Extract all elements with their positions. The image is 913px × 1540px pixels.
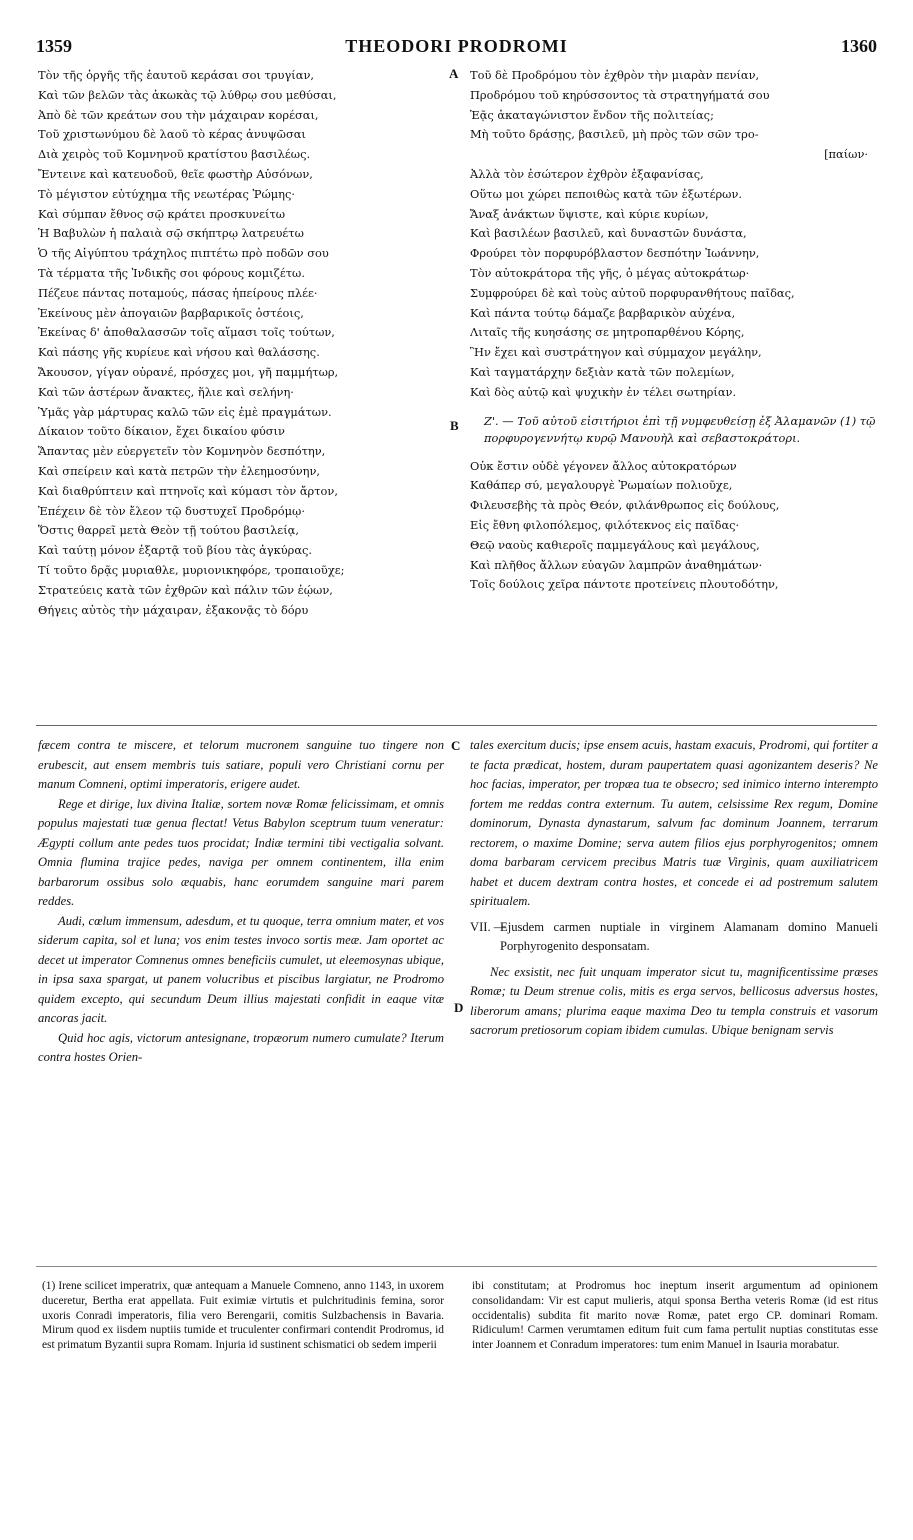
greek-line: Τοῖς δούλοις χεῖρα πάντοτε προτείνεις πλουτοδότην,: [470, 577, 779, 592]
margin-marker-b: B: [450, 418, 459, 433]
greek-line: Καὶ πάσης γῆς κυρίευε καὶ νήσου καὶ θαλάσσης.: [38, 345, 320, 360]
greek-line: Μὴ τοῦτο δράσῃς, βασιλεῦ, μὴ πρὸς τῶν σῶν τρο-: [470, 127, 759, 142]
latin-column-left: [38, 736, 444, 1068]
greek-line: Λιταῖς τῆς κυησάσης σε μητροπαρθένου Κόρης,: [470, 325, 745, 340]
margin-marker-d: D: [454, 1000, 464, 1015]
latin-section-heading: [470, 918, 878, 957]
margin-marker-c: C: [451, 738, 461, 753]
page-number-left: 1359: [36, 36, 72, 56]
greek-line: Καὶ ταύτῃ μόνον ἐξαρτᾷ τοῦ βίου τὰς ἀγκύρας.: [38, 543, 313, 558]
greek-line: Ὁ τῆς Αἰγύπτου τράχηλος πιπτέτω πρὸ ποδῶν σου: [38, 246, 329, 261]
greek-line: Ἄκουσον, γίγαν οὐρανέ, πρόσχες μοι, γῆ παμμήτωρ,: [38, 364, 339, 379]
greek-line: Καὶ δὸς αὐτῷ καὶ ψυχικὴν ἐν τέλει σωτηρίαν.: [470, 384, 737, 399]
latin-paragraph: tales exercitum ducis; ipse ensem acuis, hastam exacuis, Prodromi, qui fortiter a te facta prædicat, hostem, duram paupertatem quasi agonizantem deseris? Ne hoc facias, imperator, per tropæa tua te obsecro; sed inimico interno interempto fortem me reddas contra externum. Tu autem, celsissime Rex regum, Domine dominorum, Dynasta dynastarum, salvum fac dominum Joannem, terrarum rectorem, o maxime Domine; serva autem filios ejus porphyrogenitos; omnem doma barbaram cervicem precibus Matris tuæ Virginis, quam auxiliatricem habet et ducem dextram contra hostes, et concede ei ad postremum salutem spiritualem.: [470, 738, 878, 908]
greek-line: Καὶ πλῆθος ἄλλων εὐαγῶν λαμπρῶν ἀναθημάτων·: [470, 557, 763, 572]
greek-line: Τοῦ δὲ Προδρόμου τὸν ἐχθρὸν τὴν μιαρὰν πενίαν,: [470, 68, 760, 82]
greek-line: Ὅστις θαρρεῖ μετὰ Θεὸν τῇ τούτου βασιλείᾳ,: [38, 523, 299, 538]
greek-line: Ἐᾷς ἀκαταγώνιστον ἔνδον τῆς πολιτείας;: [470, 107, 714, 122]
greek-line: Τί τοῦτο δρᾷς μυριαθλε, μυριονικηφόρε, τροπαιοῦχε;: [38, 562, 345, 577]
greek-line: Στρατεύεις κατὰ τῶν ἐχθρῶν καὶ πάλιν τῶν ἐῴων,: [38, 582, 333, 597]
greek-line: Οὕτω μοι χώρει πεποιθὼς κατὰ τῶν ἐξωτέρων.: [470, 186, 743, 201]
latin-paragraph: Quid hoc agis, victorum antesignane, tropæorum numero cumulate? Iterum contra hostes Orien-: [38, 1030, 444, 1064]
page-number-right: 1360: [841, 36, 877, 56]
column-divider: [36, 725, 877, 726]
latin-paragraph: Rege et dirige, lux divina Italiæ, sortem novæ Romæ felicissimam, et omnis populus majestati tuæ genua flectat! Vetus Babylon sceptrum tuum veneratur: Ægypti collum ante pedes tuos procidat; Indiæ termini tibi vectigalia solvant. Omnia flumina trajice pedes, naviga per omnem continentem, illa enim barbarorum ossibus solo æquabis, hanc eorumdem sanguine mari parem reddes.: [38, 796, 444, 908]
greek-line: Τὰ τέρματα τῆς Ἰνδικῆς σοι φόρους κομιζέτω.: [38, 265, 305, 280]
greek-line: Θήγεις αὐτὸς τὴν μάχαιραν, ἐξακονᾷς τὸ δόρυ: [38, 602, 309, 617]
greek-line: Οὐκ ἔστιν οὐδὲ γέγονεν ἄλλος αὐτοκρατόρων: [470, 458, 737, 473]
greek-line: Ἄναξ ἀνάκτων ὕψιστε, καὶ κύριε κυρίων,: [470, 206, 709, 221]
greek-line: Θεῷ ναοὺς καθιεροῖς παμμεγάλους καὶ μεγάλους,: [470, 537, 760, 552]
greek-line: Προδρόμου τοῦ κηρύσσοντος τὰ στρατηγήματά σου: [470, 87, 770, 102]
latin-column-right: [470, 736, 878, 1041]
greek-line: Εἰς ἔθνη φιλοπόλεμος, φιλότεκνος εἰς παῖδας·: [470, 517, 740, 532]
margin-marker-a: A: [449, 66, 459, 81]
greek-line: Πέζευε πάντας ποταμούς, πάσας ἠπείρους πλέε·: [38, 285, 318, 300]
latin-paragraph: Audi, cœlum immensum, adesdum, et tu quoque, terra omnium mater, et vos siderum capita, sol et luna; vos enim testes invoco sortis meæ. Jam oportet ac decet ut imperator Comnenus omnes beneficiis cumulet, ut eleemosynas ubique, in ipsa saxa spargat, ut panem volucribus et piscibus largiatur, ne Prodromo quidem excepto, qui secundum Deum illius majestati confidit in eaque vitæ ancoras jacit.: [38, 913, 444, 1025]
greek-line: Ἀπὸ δὲ τῶν κρεάτων σου τὴν μάχαιραν κορέσαι,: [38, 107, 319, 122]
greek-column-left: [38, 66, 443, 620]
footnote-divider: [36, 1266, 877, 1267]
greek-line: Ἐπέχειν δὲ τὸν ἔλεον τῷ δυστυχεῖ Προδρόμῳ·: [38, 503, 305, 518]
page-header: [36, 36, 877, 58]
latin-paragraph: fæcem contra te miscere, et telorum mucronem sanguine tuo tingere non erubescit, aut ensem membris tuis satiare, populi vero Christiani cornu per manum Comneni, optimi imperatoris, erigere audet.: [38, 738, 444, 791]
footnote-text: ibi constitutam; at Prodromus hoc ineptum inserit argumentum ad opinionem consolidandam: Vir est caput mulieris, atqui sponsa Bertha veteris Romæ (id est ritus occidentalis) subdita fit marito novæ Romæ, patet ergo CP. dominari Romam. Ridiculum! Carmen verumtamen editum fuit cum fama pertulit nuptias constitutas esse inter Joannem et Conradum imperatores: tum enim Manuel in Isauria morabatur.: [472, 1280, 878, 1352]
greek-line: Ἅπαντας μὲν εὐεργετεῖν τὸν Κομνηνὸν δεσπότην,: [38, 444, 326, 459]
greek-line: Τοῦ χριστωνύμου δὲ λαοῦ τὸ κέρας ἀνυψῶσαι: [38, 127, 306, 142]
greek-line: Καὶ σπείρειν καὶ κατὰ πετρῶν τὴν ἐλεημοσύνην,: [38, 463, 321, 478]
greek-line: Ἐκείνους μὲν ἀπογαιῶν βαρβαρικοῖς ὀστέοις,: [38, 305, 304, 320]
greek-line: Συμφρούρει δὲ καὶ τοὺς αὐτοῦ πορφυρανθήτους παῖδας,: [470, 285, 795, 300]
greek-line: Καὶ ταγματάρχην δεξιὰν κατὰ τῶν πολεμίων,: [470, 364, 735, 379]
greek-line: Ἣν ἔχει καὶ συστράτηγον καὶ σύμμαχον μεγάλην,: [470, 345, 762, 360]
greek-line: Διὰ χειρὸς τοῦ Κομνηνοῦ κρατίστου βασιλέως.: [38, 147, 311, 162]
greek-line: Φιλευσεβὴς τὰ πρὸς Θεόν, φιλάνθρωπος εἰς δούλους,: [470, 498, 780, 513]
greek-line: Καὶ βασιλέων βασιλεῦ, καὶ δυναστῶν δυνάστα,: [470, 226, 747, 241]
greek-line: Τὸν αὐτοκράτορα τῆς γῆς, ὁ μέγας αὐτοκράτωρ·: [470, 265, 750, 280]
footnote-text: (1) Irene scilicet imperatrix, quæ antequam a Manuele Comneno, anno 1143, in uxorem duceretur, Bertha erat appellata. Fuit eximiæ virtutis et pulchritudinis femina, soror uxoris Conradi imperatoris, filia vero Berengarii, comitis Sulzbachensis in Bavaria. Mirum quod ex iisdem nuptiis tumide et truculenter confirmari contendit Prodromus, id est primatum Byzantii supra Romam. Injuria id sustinent schismatici ob sedem imperii: [42, 1280, 444, 1352]
greek-line: [παίων·: [824, 147, 868, 162]
greek-line: Καὶ σύμπαν ἔθνος σῷ κράτει προσκυνείτω: [38, 206, 286, 221]
greek-line: Καὶ τῶν ἀστέρων ἄνακτες, ἥλιε καὶ σελήνη·: [38, 384, 294, 399]
greek-line: Ἀλλὰ τὸν ἐσώτερον ἐχθρὸν ἐξαφανίσας,: [470, 166, 704, 181]
greek-section-heading: Ζ'. — Τοῦ αὐτοῦ εἰσιτήριοι ἐπὶ τῇ νυμφευθείσῃ ἐξ Ἀλαμανῶν (1) τῷ πορφυρογεννήτῳ κυρῷ Μανουὴλ καὶ σεβαστοκράτορι.: [484, 413, 876, 445]
footnote-right: [472, 1279, 878, 1353]
greek-line: Ἐκείνας δ' ἀποθαλασσῶν τοῖς αἵμασι τοῖς τούτων,: [38, 325, 335, 340]
greek-line: Τὸν τῆς ὀργῆς τῆς ἑαυτοῦ κεράσαι σοι τρυγίαν,: [38, 68, 314, 82]
footnote-left: [42, 1279, 444, 1353]
greek-line: Καθάπερ σύ, μεγαλουργὲ Ῥωμαίων πολιοῦχε,: [470, 478, 733, 493]
greek-line: Ἡ Βαβυλὼν ἡ παλαιὰ σῷ σκήπτρῳ λατρευέτω: [38, 226, 304, 241]
greek-line: Ὑμᾶς γὰρ μάρτυρας καλῶ τῶν εἰς ἐμὲ πραγμάτων.: [38, 404, 332, 419]
greek-line: Καὶ διαθρύπτειν καὶ πτηνοῖς καὶ κύμασι τὸν ἄρτον,: [38, 483, 338, 498]
latin-paragraph: Nec exsistit, nec fuit unquam imperator sicut tu, magnificentissime præses Romæ; tu Deum strenue colis, mitis es erga servos, bellicosus adversus hostes, liberorum amans; plurima eaque maxima Deo tu templa construis et vasorum sacrorum pretiosorum copiam ibidem cumulas. Ubique benignam servis: [470, 964, 878, 1037]
section-number: VII. —: [470, 919, 507, 934]
greek-line: Καὶ τῶν βελῶν τὰς ἀκωκὰς τῷ λύθρῳ σου μεθύσαι,: [38, 87, 337, 102]
greek-line: Τὸ μέγιστον εὐτύχημα τῆς νεωτέρας Ῥώμης·: [38, 186, 295, 201]
running-title: THEODORI PRODROMI: [345, 36, 568, 56]
greek-line: Καὶ πάντα τούτῳ δάμαζε βαρβαρικὸν αὐχένα,: [470, 305, 736, 320]
greek-line: Ἔντεινε καὶ κατευοδοῦ, θεῖε φωστὴρ Αὐσόνων,: [38, 166, 313, 181]
section-title: Ejusdem carmen nuptiale in virginem Alamanam domino Manueli Porphyrogenito desponsatam.: [500, 919, 878, 953]
greek-column-right: [470, 66, 878, 595]
greek-line: Δίκαιον τοῦτο δίκαιον, ἔχει δικαίου φύσιν: [38, 424, 285, 439]
greek-line: Φρούρει τὸν πορφυρόβλαστον δεσπότην Ἰωάννην,: [470, 246, 760, 261]
